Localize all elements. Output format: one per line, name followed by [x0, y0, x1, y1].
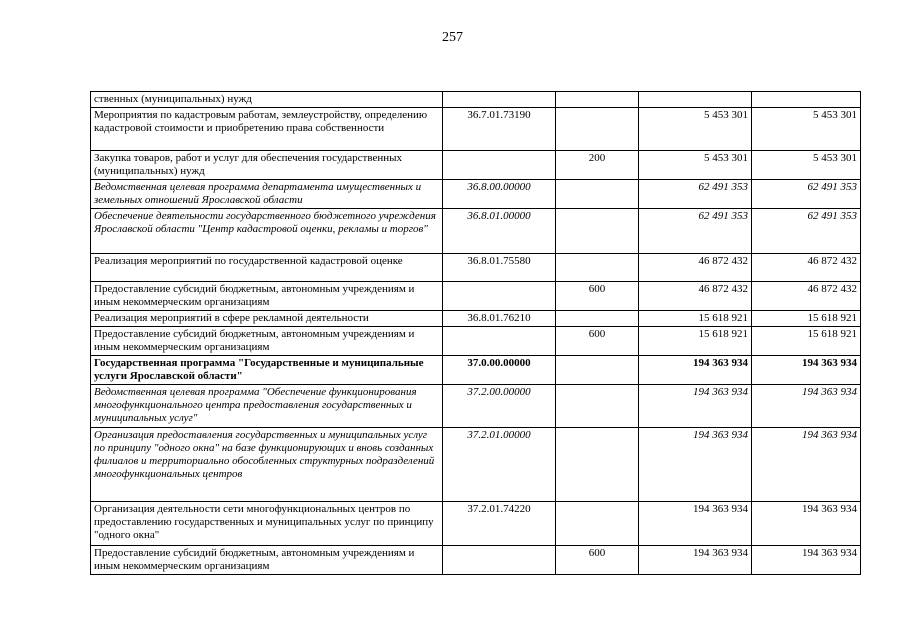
table-row — [91, 356, 861, 385]
amount-year2-cell: 62 491 353 — [752, 209, 861, 254]
page-number: 257 — [442, 30, 463, 45]
expense-type-cell — [556, 92, 639, 108]
expense-type-cell — [556, 311, 639, 327]
amount-year2-cell: 46 872 432 — [752, 254, 861, 282]
expense-type-cell: 600 — [556, 546, 639, 575]
amount-year2-cell: 194 363 934 — [752, 356, 861, 385]
target-article-code-cell — [443, 282, 556, 311]
table-row — [91, 180, 861, 209]
amount-year2-cell: 194 363 934 — [752, 502, 861, 546]
table-row — [91, 92, 861, 108]
amount-year2-cell: 15 618 921 — [752, 327, 861, 356]
budget-table-body — [91, 92, 861, 575]
amount-year1-cell: 5 453 301 — [639, 108, 752, 151]
item-name-cell: Ведомственная целевая программа "Обеспечение функционирования многофункционального центра предоставления государственных и муниципальных услуг" — [91, 385, 443, 428]
table-row — [91, 546, 861, 575]
item-name-cell: Реализация мероприятий по государственной кадастровой оценке — [91, 254, 443, 282]
amount-year1-cell: 194 363 934 — [639, 356, 752, 385]
item-name-cell: Реализация мероприятий в сфере рекламной деятельности — [91, 311, 443, 327]
expense-type-cell — [556, 428, 639, 502]
expense-type-cell — [556, 108, 639, 151]
target-article-code-cell — [443, 327, 556, 356]
amount-year1-cell: 46 872 432 — [639, 282, 752, 311]
expense-type-cell — [556, 385, 639, 428]
budget-table — [90, 91, 861, 575]
item-name-cell: Закупка товаров, работ и услуг для обеспечения государственных (муниципальных) нужд — [91, 151, 443, 180]
amount-year2-cell: 5 453 301 — [752, 151, 861, 180]
target-article-code-cell — [443, 546, 556, 575]
item-name-cell: Ведомственная целевая программа департамента имущественных и земельных отношений Ярославской области — [91, 180, 443, 209]
amount-year1-cell: 194 363 934 — [639, 546, 752, 575]
expense-type-cell — [556, 356, 639, 385]
item-name-cell: Предоставление субсидий бюджетным, автономным учреждениям и иным некоммерческим организациям — [91, 282, 443, 311]
table-row — [91, 428, 861, 502]
amount-year2-cell: 5 453 301 — [752, 108, 861, 151]
item-name-cell: Обеспечение деятельности государственного бюджетного учреждения Ярославской области "Центр кадастровой оценки, рекламы и торгов" — [91, 209, 443, 254]
target-article-code-cell: 36.8.01.76210 — [443, 311, 556, 327]
amount-year2-cell — [752, 92, 861, 108]
target-article-code-cell: 37.2.01.74220 — [443, 502, 556, 546]
expense-type-cell — [556, 502, 639, 546]
target-article-code-cell — [443, 151, 556, 180]
expense-type-cell — [556, 254, 639, 282]
table-row — [91, 151, 861, 180]
amount-year1-cell: 5 453 301 — [639, 151, 752, 180]
target-article-code-cell: 36.8.01.75580 — [443, 254, 556, 282]
target-article-code-cell: 36.8.00.00000 — [443, 180, 556, 209]
item-name-cell: Предоставление субсидий бюджетным, автономным учреждениям и иным некоммерческим организациям — [91, 546, 443, 575]
item-name-cell: Предоставление субсидий бюджетным, автономным учреждениям и иным некоммерческим организациям — [91, 327, 443, 356]
amount-year1-cell: 194 363 934 — [639, 385, 752, 428]
target-article-code-cell: 36.8.01.00000 — [443, 209, 556, 254]
item-name-cell: Мероприятия по кадастровым работам, землеустройству, определению кадастровой стоимости и приобретению права собственности — [91, 108, 443, 151]
amount-year1-cell: 15 618 921 — [639, 311, 752, 327]
amount-year2-cell: 15 618 921 — [752, 311, 861, 327]
table-row — [91, 282, 861, 311]
item-name-cell: Организация деятельности сети многофункциональных центров по предоставлению государственных и муниципальных услуг по принципу "одного окна" — [91, 502, 443, 546]
target-article-code-cell — [443, 92, 556, 108]
table-row — [91, 311, 861, 327]
amount-year2-cell: 194 363 934 — [752, 428, 861, 502]
amount-year1-cell: 46 872 432 — [639, 254, 752, 282]
amount-year1-cell: 62 491 353 — [639, 180, 752, 209]
target-article-code-cell: 37.2.00.00000 — [443, 385, 556, 428]
expense-type-cell: 600 — [556, 327, 639, 356]
table-row — [91, 502, 861, 546]
amount-year1-cell: 194 363 934 — [639, 502, 752, 546]
target-article-code-cell: 36.7.01.73190 — [443, 108, 556, 151]
expense-type-cell: 600 — [556, 282, 639, 311]
table-row — [91, 385, 861, 428]
item-name-cell: ственных (муниципальных) нужд — [91, 92, 443, 108]
amount-year2-cell: 46 872 432 — [752, 282, 861, 311]
item-name-cell: Организация предоставления государственных и муниципальных услуг по принципу "одного окна" на базе функционирующих и вновь созданных филиалов и территориально обособленных структурных подразделений многофункциональных центров — [91, 428, 443, 502]
expense-type-cell — [556, 180, 639, 209]
amount-year2-cell: 194 363 934 — [752, 385, 861, 428]
amount-year1-cell: 194 363 934 — [639, 428, 752, 502]
target-article-code-cell: 37.2.01.00000 — [443, 428, 556, 502]
expense-type-cell — [556, 209, 639, 254]
amount-year2-cell: 194 363 934 — [752, 546, 861, 575]
amount-year1-cell: 15 618 921 — [639, 327, 752, 356]
amount-year1-cell — [639, 92, 752, 108]
table-row — [91, 108, 861, 151]
table-row — [91, 327, 861, 356]
amount-year1-cell: 62 491 353 — [639, 209, 752, 254]
expense-type-cell: 200 — [556, 151, 639, 180]
target-article-code-cell: 37.0.00.00000 — [443, 356, 556, 385]
amount-year2-cell: 62 491 353 — [752, 180, 861, 209]
item-name-cell: Государственная программа "Государственные и муниципальные услуги Ярославской области" — [91, 356, 443, 385]
table-row — [91, 209, 861, 254]
table-row — [91, 254, 861, 282]
